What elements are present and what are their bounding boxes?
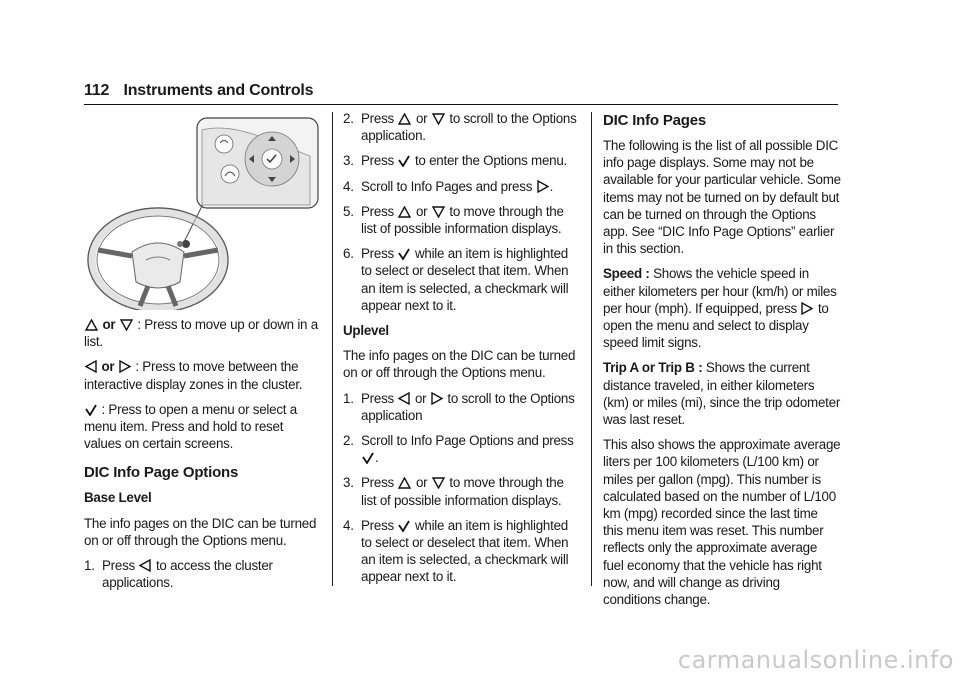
triangle-down-icon bbox=[120, 319, 133, 331]
subheading-base-level: Base Level bbox=[84, 490, 152, 506]
list-item: 2. Scroll to Info Page Options and press . bbox=[343, 433, 574, 466]
column-left bbox=[84, 110, 321, 599]
section-title: Instruments and Controls bbox=[123, 82, 314, 99]
triangle-down-icon bbox=[432, 206, 445, 218]
list-item: 1. Press or to scroll to the Options application bbox=[343, 390, 575, 423]
list-item: 2. Press or to scroll to the Options application. bbox=[343, 111, 577, 144]
steps-list bbox=[84, 557, 321, 591]
list-item: 6. Press while an item is highlighted to select or deselect that item. When an item is selected, a checkmark will appear next to it. bbox=[343, 246, 569, 313]
triangle-left-icon bbox=[139, 559, 151, 572]
list-item: 4. Press while an item is highlighted to select or deselect that item. When an item is selected, a checkmark will appear next to it. bbox=[343, 517, 569, 585]
steering-wheel-figure bbox=[84, 110, 321, 310]
triangle-down-icon bbox=[432, 113, 445, 125]
list-item: 1. Press to access the cluster applications. bbox=[84, 558, 273, 591]
triangle-left-icon bbox=[398, 392, 410, 405]
column-right bbox=[603, 110, 841, 616]
trip-label: Trip A or Trip B : bbox=[603, 360, 703, 376]
watermark: carmanualsonline.info bbox=[677, 646, 954, 674]
triangle-right-icon bbox=[431, 392, 443, 405]
triangle-up-icon bbox=[85, 319, 98, 331]
triangle-up-icon bbox=[398, 113, 411, 125]
triangle-down-icon bbox=[432, 477, 445, 489]
page-number: 112 bbox=[84, 82, 110, 99]
steering-wheel-icon bbox=[84, 110, 321, 310]
list-item: 3. Press to enter the Options menu. bbox=[343, 153, 568, 169]
list-item: 5. Press or to move through the list of possible information displays. bbox=[343, 203, 564, 237]
steps-list bbox=[343, 110, 579, 314]
checkmark-icon bbox=[398, 520, 410, 532]
paragraph: The following is the list of all possible DIC info page displays. Some may not be available for your particular vehicle. Some items may not be turned on by default but can be turned on through the Options app. See “DIC Info Page Options” earlier in this section. bbox=[603, 138, 841, 257]
speed-label: Speed : bbox=[603, 266, 650, 282]
checkmark-icon bbox=[398, 155, 410, 167]
voice-button-icon bbox=[215, 135, 233, 153]
paragraph: The info pages on the DIC can be turned on or off through the Options menu. bbox=[84, 515, 317, 548]
speed-entry: Speed : Shows the vehicle speed in either kilometers per hour (km/h) or miles per hour (mph). If equipped, press to open the menu and select to display speed limit signs. bbox=[603, 266, 837, 351]
trip-entry: Trip A or Trip B : Shows the current distance traveled, in either kilometers (km) or miles (mi), since the trip odometer was last reset. bbox=[603, 360, 841, 428]
column-divider bbox=[591, 112, 592, 586]
paragraph: This also shows the approximate average liters per 100 kilometers (L/100 km) or miles per gallon (mpg). This number is calculated based on the number of L/100 km (mpg) recorded since the last time this menu item was reset. This number reflects only the approximate average fuel economy that the vehicle has right now, and will change as driving conditions change. bbox=[603, 437, 841, 608]
check-item: : Press to open a menu or select a menu item. Press and hold to reset values on certain screens. bbox=[84, 401, 297, 452]
list-item: 3. Press or to move through the list of possible information displays. bbox=[343, 475, 564, 508]
updown-item: or : Press to move up or down in a list. bbox=[84, 317, 318, 350]
subheading-uplevel: Uplevel bbox=[343, 323, 389, 339]
column-middle bbox=[343, 110, 579, 594]
column-divider bbox=[332, 112, 333, 586]
paragraph: The info pages on the DIC can be turned on or off through the Options menu. bbox=[343, 348, 576, 381]
header-rule bbox=[84, 104, 838, 105]
page-header bbox=[84, 82, 838, 100]
leftright-item: or : Press to move between the interactive display zones in the cluster. bbox=[84, 359, 303, 392]
triangle-right-icon bbox=[537, 180, 549, 193]
cruise-button-icon bbox=[221, 165, 239, 183]
triangle-up-icon bbox=[398, 206, 411, 218]
checkmark-icon bbox=[362, 452, 374, 464]
steps-list bbox=[343, 390, 579, 586]
checkmark-icon bbox=[85, 404, 97, 416]
triangle-right-icon bbox=[119, 360, 131, 373]
triangle-up-icon bbox=[398, 477, 411, 489]
triangle-left-icon bbox=[85, 360, 97, 373]
dpad-icon bbox=[245, 132, 299, 186]
section-heading: DIC Info Pages bbox=[603, 112, 707, 129]
section-heading: DIC Info Page Options bbox=[84, 464, 239, 482]
triangle-right-icon bbox=[801, 302, 813, 315]
checkmark-icon bbox=[398, 248, 410, 260]
list-item: 4. Scroll to Info Pages and press . bbox=[343, 178, 554, 194]
